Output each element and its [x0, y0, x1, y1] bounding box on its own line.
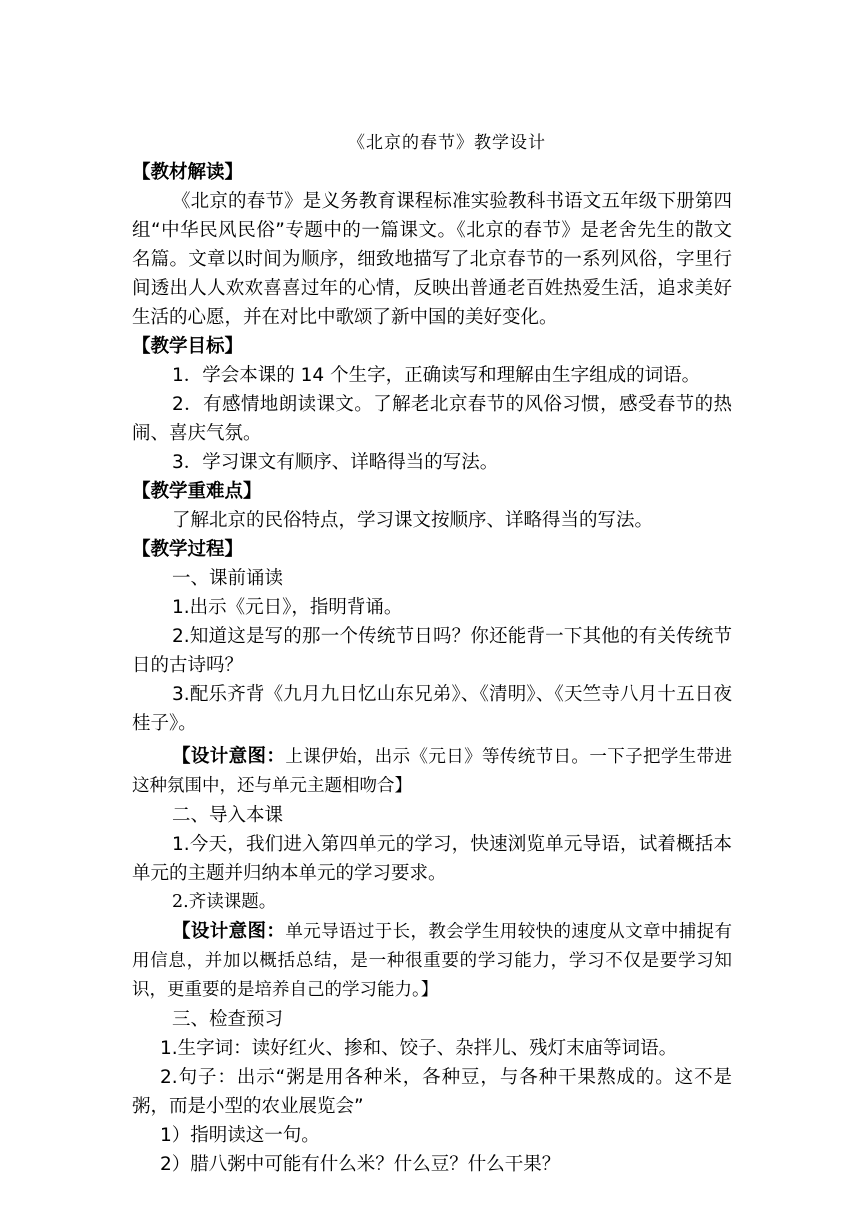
- section-heading-guocheng: 【教学过程】: [132, 539, 244, 560]
- part3-sub-item-2: 2）腊八粥中可能有什么米？什么豆？什么干果？: [160, 1154, 561, 1175]
- mubiao-item-1: 1．学会本课的 14 个生字，正确读写和理解由生字组成的词语。: [172, 365, 701, 386]
- design-intent-label: 【设计意图：: [172, 746, 286, 767]
- part1-item-3: 3.配乐齐背《九月九日忆山东兄弟》、《清明》、《天竺寺八月十五日夜桂子》。: [132, 684, 732, 734]
- part2-item-1: 1.今天，我们进入第四单元的学习，快速浏览单元导语，试着概括本单元的主题并归纳本单元的学习要求。: [132, 834, 732, 884]
- mubiao-item-2: 2．有感情地朗读课文。了解老北京春节的风俗习惯，感受春节的热闹、喜庆气氛。: [132, 394, 732, 444]
- document-title: 《北京的春节》教学设计: [348, 133, 546, 153]
- part1-item-2: 2.知道这是写的那一个传统节日吗？你还能背一下其他的有关传统节日的古诗吗？: [132, 626, 732, 676]
- part1-item-1: 1.出示《元日》，指明背诵。: [172, 597, 403, 618]
- jiaocai-paragraph: 《北京的春节》是义务教育课程标准实验教科书语文五年级下册第四组“中华民风民俗”专题中的一篇课文。《北京的春节》是老舍先生的散文名篇。文章以时间为顺序，细致地描写了北京春节的一系列风俗，字里行间透出人人欢欢喜喜过年的心情，反映出普通老百姓热爱生活，追求美好生活的心愿，并在对比中歌颂了新中国的美好变化。: [132, 191, 732, 328]
- design-intent-text: 单元导语过于长，教会学生用较快的速度从文章中捕捉有用信息，并加以概括总结，是一种很重要的学习能力，学习不仅是要学习知识，更重要的是培养自己的学习能力。】: [132, 922, 732, 1000]
- part2-title: 二、导入本课: [172, 805, 284, 826]
- mubiao-item-3: 3．学习课文有顺序、详略得当的写法。: [172, 452, 499, 473]
- document-page: [132, 128, 732, 1179]
- section-heading-jiaocai: 【教材解读】: [132, 162, 244, 183]
- part3-title: 三、检查预习: [172, 1009, 284, 1030]
- part1-design-intent: [132, 742, 732, 801]
- part2-design-intent: [132, 917, 732, 1005]
- part1-title: 一、课前诵读: [172, 568, 284, 589]
- zhongnan-paragraph: 了解北京的民俗特点，学习课文按顺序、详略得当的写法。: [172, 510, 654, 531]
- part3-item-1: 1.生字词：读好红火、掺和、饺子、杂拌儿、残灯末庙等词语。: [160, 1038, 678, 1059]
- section-heading-mubiao: 【教学目标】: [132, 336, 244, 357]
- section-heading-zhongnan: 【教学重难点】: [132, 481, 262, 502]
- part3-item-2: 2.句子：出示“粥是用各种米，各种豆，与各种干果熬成的。这不是粥，而是小型的农业展览会”: [132, 1067, 732, 1117]
- design-intent-text: 上课伊始，出示《元日》等传统节日。一下子把学生带进这种氛围中，还与单元主题相吻合】: [132, 747, 732, 796]
- part3-sub-item-1: 1）指明读这一句。: [160, 1125, 320, 1146]
- part2-item-2: 2.齐读课题。: [172, 892, 277, 912]
- design-intent-label: 【设计意图：: [172, 921, 286, 942]
